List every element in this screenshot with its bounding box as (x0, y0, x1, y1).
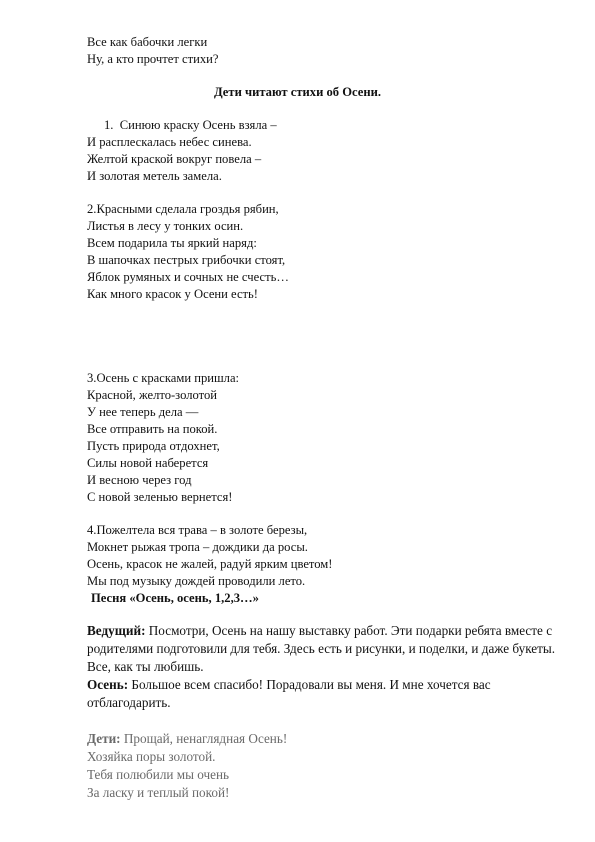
poem2-line-1: 2.Красными сделала гроздья рябин, (87, 202, 279, 216)
poem1-line-4: И золотая метель замела. (87, 169, 222, 183)
section-heading: Дети читают стихи об Осени. (213, 85, 382, 99)
intro-line-1: Все как бабочки легки (87, 35, 208, 49)
poem3-line-6: Силы новой наберется (87, 456, 209, 470)
children-first-line: Прощай, ненаглядная Осень! (120, 731, 288, 746)
children-line-4: За ласку и теплый покой! (87, 785, 230, 800)
poem3-line-4: Все отправить на покой. (87, 422, 218, 436)
poem3-line-5: Пусть природа отдохнет, (87, 439, 220, 453)
poem1-line-2: И расплескалась небес синева. (87, 135, 252, 149)
poem3-line-8: С новой зеленью вернется! (87, 490, 233, 504)
song-title: Песня «Осень, осень, 1,2,3…» (91, 591, 259, 605)
host-label: Ведущий: (87, 623, 146, 638)
host-paragraph (87, 622, 557, 676)
poem3-line-1: 3.Осень с красками пришла: (87, 371, 240, 385)
poem4-line-1: 4.Пожелтела вся трава – в золоте березы, (87, 523, 308, 537)
children-line-2: Хозяйка поры золотой. (87, 749, 216, 764)
autumn-label: Осень: (87, 677, 129, 692)
poem1-first-line: Синюю краску Осень взяла – (119, 118, 277, 132)
poem2-line-5: Яблок румяных и сочных не счесть… (87, 270, 289, 284)
poem1-line-3: Желтой краской вокруг повела – (87, 152, 262, 166)
children-label: Дети: (87, 731, 121, 746)
poem3-line-2: Красной, желто-золотой (87, 388, 218, 402)
poem2-line-6: Как много красок у Осени есть! (87, 287, 258, 301)
poem4-line-4: Мы под музыку дождей проводили лето. (87, 574, 306, 588)
host-text: Посмотри, Осень на нашу выставку работ. Эти подарки ребята вместе с родителями подготовили для тебя. Здесь есть и рисунки, и поделки, и даже букеты. Все, как ты любишь. (87, 623, 556, 674)
autumn-text: Большое всем спасибо! Порадовали вы меня. И мне хочется вас отблагодарить. (87, 677, 491, 710)
poem3-line-7: И весною через год (87, 473, 192, 487)
poem4-line-3: Осень, красок не жалей, радуй ярким цветом! (87, 557, 333, 571)
poem2-line-3: Всем подарила ты яркий наряд: (87, 236, 257, 250)
children-line-3: Тебя полюбили мы очень (87, 767, 230, 782)
children-line-1 (87, 730, 557, 748)
autumn-paragraph (87, 676, 557, 712)
poem2-line-4: В шапочках пестрых грибочки стоят, (87, 253, 286, 267)
poem1-line-1 (104, 117, 277, 133)
poem2-line-2: Листья в лесу у тонких осин. (87, 219, 244, 233)
poem4-line-2: Мокнет рыжая тропа – дождики да росы. (87, 540, 308, 554)
intro-line-2: Ну, а кто прочтет стихи? (87, 52, 219, 66)
poem3-line-3: У нее теперь дела — (87, 405, 199, 419)
poem1-number: 1. (104, 118, 114, 132)
